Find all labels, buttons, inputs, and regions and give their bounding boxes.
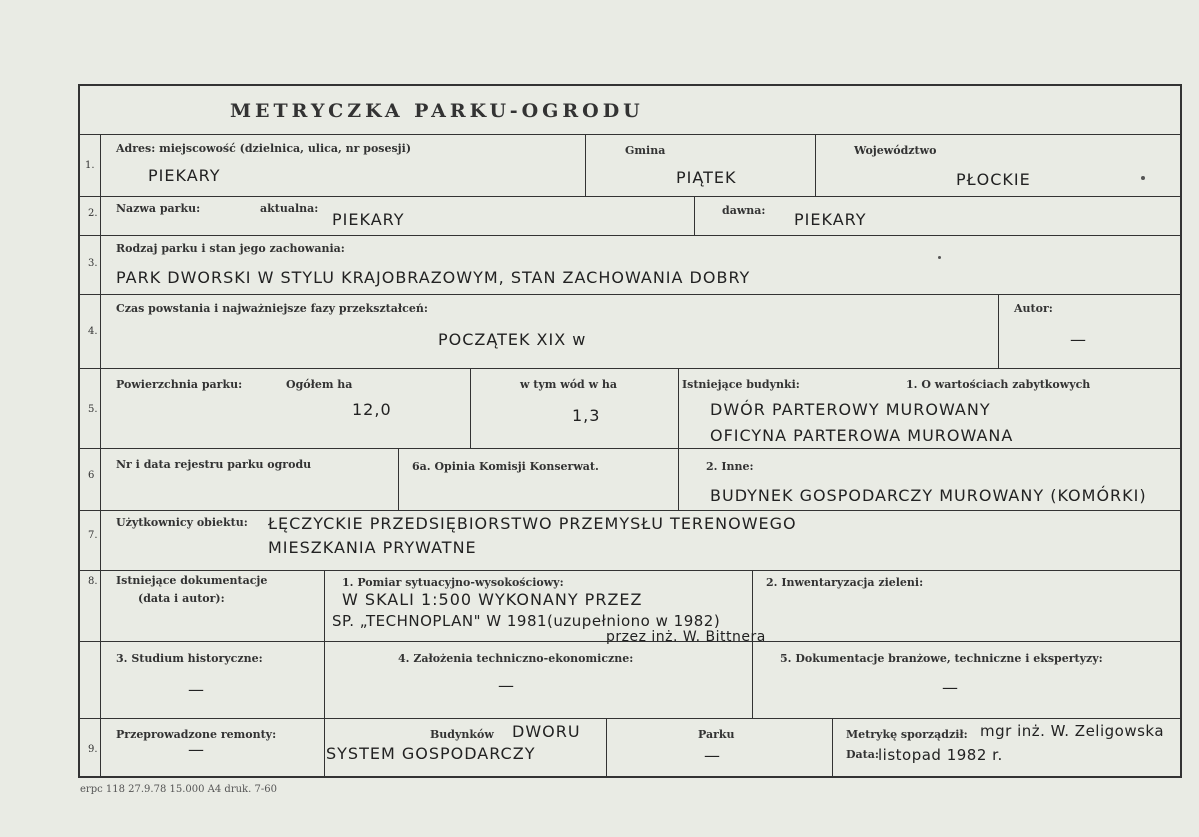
origin-label: Czas powstania i najważniejsze fazy przekształceń: [116,302,428,315]
area-label: Powierzchnia parku: [116,378,243,391]
origin-value: POCZĄTEK XIX w [438,330,587,349]
park-type-label: Rodzaj parku i stan jego zachowania: [116,242,345,255]
survey-label: 1. Pomiar sytuacyjno-wysokościowy: [342,576,564,589]
row-number: 8. [88,576,98,587]
tech-econ-value: — [498,676,515,695]
rule [80,368,1180,369]
survey-value-3: przez inż. W. Bittnera [606,629,766,645]
rule [815,134,816,196]
documentation-sublabel: (data i autor): [138,592,225,605]
renovations-label: Przeprowadzone remonty: [116,728,277,741]
water-area-value: 1,3 [572,406,601,425]
row-number: 6 [88,470,95,481]
historic-buildings-label: 1. O wartościach zabytkowych [906,378,1091,391]
row-number: 9. [88,744,98,755]
rule [100,134,101,776]
park-record-form [78,84,1182,778]
documentation-label: Istniejące dokumentacje [116,574,268,587]
rule [606,718,607,776]
survey-value-2: SP. „TECHNOPLAN" W 1981(uzupełniono w 1982) [332,612,721,630]
park-type-value: PARK DWORSKI W STYLU KRAJOBRAZOWYM, STAN ZACHOWANIA DOBRY [116,268,751,287]
author-value: — [1070,330,1087,349]
row-number: 3. [88,258,98,269]
former-name-label: dawna: [722,204,766,217]
gmina-value: PIĄTEK [676,168,737,187]
other-buildings-label: 2. Inne: [706,460,754,473]
print-footer: erpc 118 27.9.78 15.000 A4 druk. 7-60 [80,784,277,795]
rule [470,368,471,448]
water-area-label: w tym wód w ha [520,378,617,391]
buildings-renovation-value-2: SYSTEM GOSPODARCZY [326,744,536,763]
register-label: Nr i data rejestru parku ogrodu [116,458,312,471]
row-number: 2. [88,208,98,219]
rule [694,196,695,235]
rule [80,718,1180,719]
rule [80,448,1180,449]
voivodeship-label: Województwo [854,144,937,157]
voivodeship-value: PŁOCKIE [956,170,1031,189]
row-number: 4. [88,326,98,337]
users-value-1: ŁĘCZYCKIE PRZEDSIĘBIORSTWO PRZEMYSŁU TERENOWEGO [268,514,797,533]
author-label: Autor: [1014,302,1053,315]
rule [398,448,399,510]
historic-building-1: DWÓR PARTEROWY MUROWANY [710,400,991,419]
address-value: PIEKARY [148,166,221,185]
row-number: 7. [88,530,98,541]
buildings-label: Istniejące budynki: [682,378,800,391]
prepared-by-label: Metrykę sporządził: [846,728,968,741]
row-number: 5. [88,404,98,415]
rule [80,134,1180,135]
buildings-renovation-label: Budynków [430,728,494,741]
address-label: Adres: miejscowość (dzielnica, ulica, nr posesji) [116,142,412,155]
total-area-value: 12,0 [352,400,392,419]
total-area-label: Ogółem ha [286,378,353,391]
rule [80,294,1180,295]
rule [324,570,325,718]
industry-docs-label: 5. Dokumentacje branżowe, techniczne i ekspertyzy: [780,652,1103,665]
buildings-renovation-value-1: DWORU [512,722,581,741]
users-value-2: MIESZKANIA PRYWATNE [268,538,477,557]
park-renovation-value: — [704,746,721,765]
renovations-value: — [188,740,205,759]
historical-study-value: — [188,680,205,699]
greenery-inventory-label: 2. Inwentaryzacja zieleni: [766,576,924,589]
conservator-opinion-label: 6a. Opinia Komisji Konserwat. [412,460,599,473]
date-label: Data: [846,748,879,761]
former-name-value: PIEKARY [794,210,867,229]
rule [324,718,325,776]
historical-study-label: 3. Studium historyczne: [116,652,263,665]
historic-building-2: OFICYNA PARTEROWA MUROWANA [710,426,1014,445]
current-name-value: PIEKARY [332,210,405,229]
survey-value-1: W SKALI 1:500 WYKONANY PRZEZ [342,590,643,609]
rule [678,368,679,510]
park-renovation-label: Parku [698,728,735,741]
rule [832,718,833,776]
current-name-label: aktualna: [260,202,319,215]
rule [80,570,1180,571]
rule [998,294,999,368]
date-value: listopad 1982 r. [878,746,1003,764]
rule [80,235,1180,236]
gmina-label: Gmina [625,144,666,157]
rule [585,134,586,196]
rule [80,196,1180,197]
rule [80,510,1180,511]
tech-econ-label: 4. Założenia techniczno-ekonomiczne: [398,652,634,665]
industry-docs-value: — [942,678,959,697]
prepared-by-value: mgr inż. W. Zeligowska [980,722,1165,740]
park-name-label: Nazwa parku: [116,202,201,215]
users-label: Użytkownicy obiektu: [116,516,248,529]
other-buildings-value: BUDYNEK GOSPODARCZY MUROWANY (KOMÓRKI) [710,486,1147,505]
row-number: 1. [85,160,95,171]
form-title: METRYCZKA PARKU-OGRODU [230,100,644,122]
